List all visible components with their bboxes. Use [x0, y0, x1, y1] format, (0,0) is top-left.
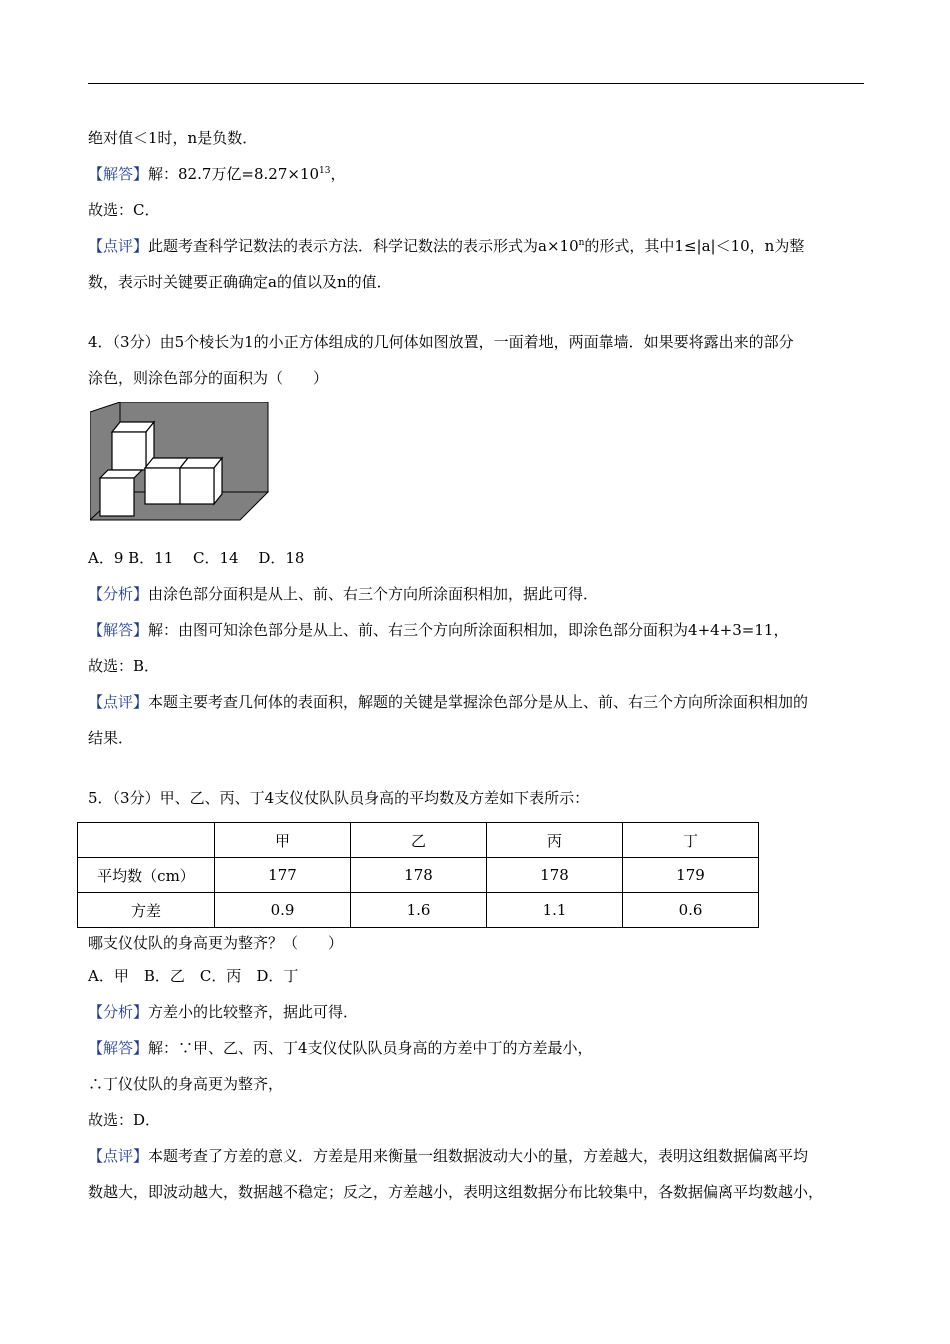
dianping-tag: 【点评】 [88, 237, 149, 255]
table-cell: 0.6 [623, 893, 759, 928]
table-cell: 177 [215, 858, 351, 893]
jieda-text-end: ， [330, 165, 346, 183]
table-header-cell: 甲 [215, 823, 351, 858]
q5-dianping [88, 1138, 868, 1174]
table-cell: 1.6 [351, 893, 487, 928]
jieda-text: 解：82.7万亿=8.27×10 [148, 165, 320, 183]
cube-right [180, 458, 222, 504]
dianping-text-end: 的形式，其中1≤|a|＜10，n为整 [584, 237, 805, 255]
table-header-cell: 丙 [487, 823, 623, 858]
table-header-row [78, 823, 759, 858]
table-cell: 平均数（cm） [78, 858, 215, 893]
jieda-tag: 【解答】 [88, 1039, 149, 1057]
table-cell: 0.9 [215, 893, 351, 928]
q4-jieda [88, 612, 868, 648]
q4-dianping-line2: 结果． [88, 729, 134, 747]
q5-dianping-line2: 数越大，即波动越大，数据越不稳定；反之，方差越小，表明这组数据分布比较集中，各数据偏离平均数越小， [88, 1183, 824, 1201]
q5-table [77, 822, 759, 928]
q5-therefore: ∴丁仪仗队的身高更为整齐， [88, 1075, 284, 1093]
table-header-cell [78, 823, 215, 858]
q4-dianping [88, 684, 868, 720]
table-cell: 1.1 [487, 893, 623, 928]
q4-fenxi [88, 576, 868, 612]
jieda-text: 解：由图可知涂色部分是从上、前、右三个方向所涂面积相加，即涂色部分面积为4+4+3=11， [148, 621, 789, 639]
table-row [78, 858, 759, 893]
prev-dianping-line2: 数，表示时关键要正确确定a的值以及n的值． [88, 273, 392, 291]
dianping-text: 本题主要考查几何体的表面积，解题的关键是掌握涂色部分是从上、前、右三个方向所涂面积相加的 [148, 693, 809, 711]
table-cell: 178 [487, 858, 623, 893]
table-row [78, 893, 759, 928]
jieda-tag: 【解答】 [88, 165, 149, 183]
fenxi-text: 方差小的比较整齐，据此可得． [148, 1003, 359, 1021]
exponent: 13 [319, 166, 331, 176]
q4-stem-line2: 涂色，则涂色部分的面积为（ ） [88, 369, 329, 387]
q5-fenxi [88, 994, 868, 1030]
q4-answer: 故选：B． [88, 657, 160, 675]
table-header-cell: 乙 [351, 823, 487, 858]
table-cell: 方差 [78, 893, 215, 928]
header-rule [88, 83, 864, 84]
q5-question: 哪支仪仗队的身高更为整齐？（ ） [88, 934, 344, 952]
q4-stem-line1: 4．（3分）由5个棱长为1的小正方体组成的几何体如图放置，一面着地，两面靠墙．如果要将露出来的部分 [88, 333, 794, 351]
exponent: n [578, 238, 585, 248]
q5-stem: 5．（3分）甲、乙、丙、丁4支仪仗队队员身高的平均数及方差如下表所示： [88, 789, 590, 807]
table-header-cell: 丁 [623, 823, 759, 858]
cube-figure-svg [90, 402, 270, 526]
dianping-tag: 【点评】 [88, 693, 149, 711]
prev-answer: 故选：C． [88, 201, 160, 219]
dianping-text: 此题考查科学记数法的表示方法．科学记数法的表示形式为a×10 [148, 237, 579, 255]
q5-answer: 故选：D． [88, 1111, 161, 1129]
dianping-text: 本题考查了方差的意义．方差是用来衡量一组数据波动大小的量，方差越大，表明这组数据偏离平均 [148, 1147, 809, 1165]
page-content [88, 120, 868, 1210]
prev-line: 绝对值＜1时，n是负数． [88, 129, 258, 147]
fenxi-tag: 【分析】 [88, 1003, 149, 1021]
q4-options: A．9 B．11 C．14 D．18 [88, 549, 305, 567]
cube-figure [90, 402, 270, 526]
jieda-text: 解：∵甲、乙、丙、丁4支仪仗队队员身高的方差中丁的方差最小， [148, 1039, 593, 1057]
prev-jieda [88, 156, 868, 192]
table-cell: 178 [351, 858, 487, 893]
table-cell: 179 [623, 858, 759, 893]
cube-top [112, 422, 154, 470]
fenxi-text: 由涂色部分面积是从上、前、右三个方向所涂面积相加，据此可得． [148, 585, 599, 603]
dianping-tag: 【点评】 [88, 1147, 149, 1165]
q5-jieda [88, 1030, 868, 1066]
fenxi-tag: 【分析】 [88, 585, 149, 603]
prev-dianping [88, 228, 868, 264]
q5-options: A．甲 B．乙 C．丙 D．丁 [88, 967, 299, 985]
jieda-tag: 【解答】 [88, 621, 149, 639]
